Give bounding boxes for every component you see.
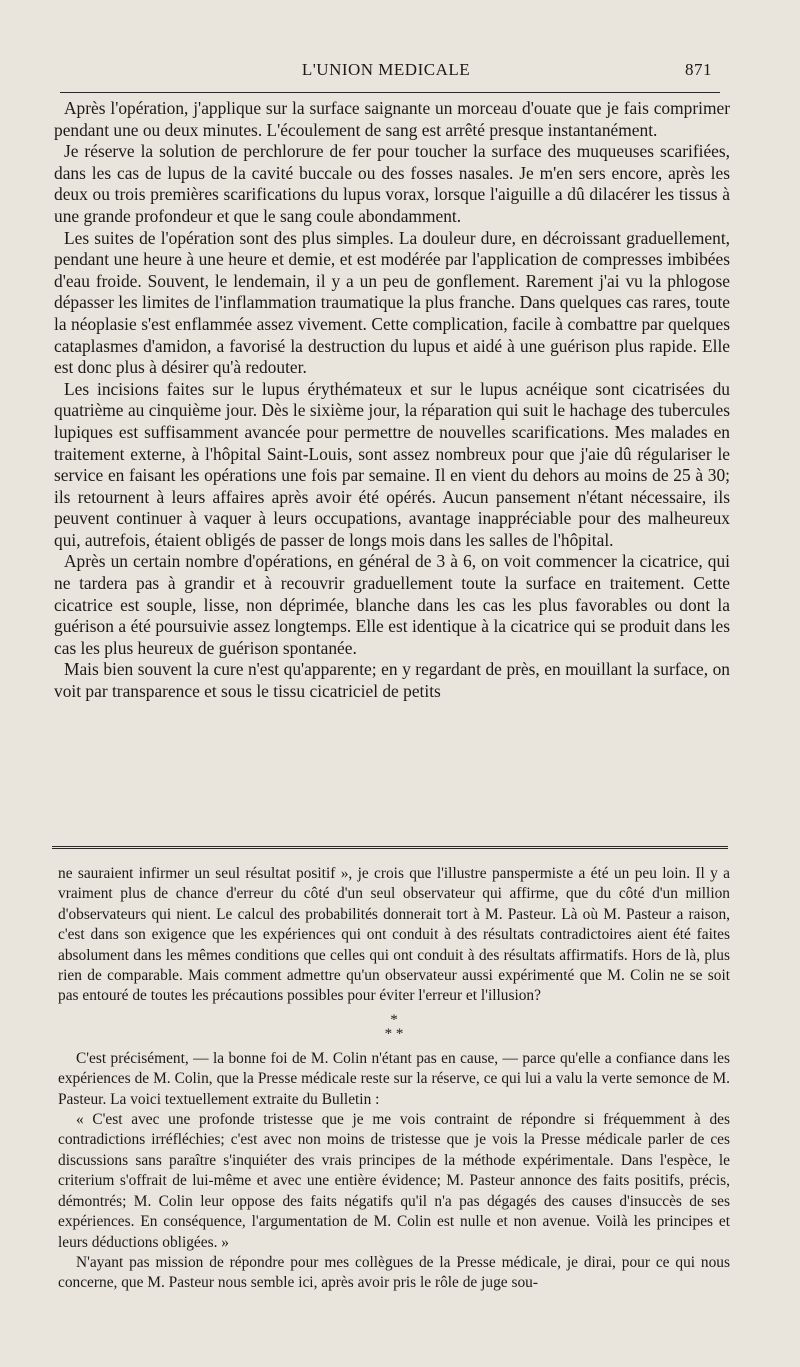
footnote-paragraph: C'est précisément, — la bonne foi de M. Colin n'étant pas en cause, — parce qu'elle a confiance dans les expériences de M. Colin, que la Presse médicale reste sur la réserve, ce qui lui a valu la verte semonce de M. Pasteur. La voici textuellement extraite du Bulletin : xyxy=(58,1049,730,1108)
footnote-divider xyxy=(52,846,728,851)
running-title: L'UNION MEDICALE xyxy=(301,60,471,79)
page-number: 871 xyxy=(685,60,712,79)
paragraph: Après un certain nombre d'opérations, en général de 3 à 6, on voit commencer la cicatrice, qui ne tardera pas à grandir et à recouvrir graduellement toute la surface en traitement. Cette cicatrice est souple, lisse, non déprimée, blanche dans les cas les plus favorables ou dont la guérison a été poursuivie assez longtemps. Elle est identique à la cicatrice qui se produit dans les cas les plus heureux de guérison spontanée. xyxy=(54,551,730,658)
footnote-paragraph: ne sauraient infirmer un seul résultat positif », je crois que l'illustre panspermiste a été un peu loin. Il y a vraiment plus de chance d'erreur du côté d'un seul observateur qui affirme, que du côté d'un million d'observateurs qui nient. Le calcul des probabilités donnerait tort à M. Pasteur. Là où M. Pasteur a raison, c'est dans son exigence que les expériences qui ont conduit à des résultats contradictoires aient été faites absolument dans les mêmes conditions que celles qui ont conduit à des résultats affirmatifs. Hors de là, plus rien de comparable. Mais comment admettre qu'un observateur aussi expérimenté que M. Colin ne se soit pas entouré de toutes les précautions possibles pour éviter l'erreur et l'illusion? xyxy=(58,865,730,1005)
asterism-top: * xyxy=(390,1011,398,1028)
footnote-paragraph: N'ayant pas mission de répondre pour mes collègues de la Presse médicale, je dirai, pour ce qui nous concerne, que M. Pasteur nous semble ici, après avoir pris le rôle de juge sou- xyxy=(58,1253,730,1292)
footnote-paragraph: « C'est avec une profonde tristesse que je me vois contraint de répondre si fréquemment à des contradictions irréfléchies; c'est avec non moins de tristesse que je vois la Presse médicale parler de ces discussions sans paraître s'inquiéter des vrais principes de la méthode expérimentale. Dans l'espèce, le criterium s'offrait de lui-même et avec une entière évidence; M. Pasteur annonce des faits positifs, précis, démontrés; M. Colin leur oppose des faits négatifs qu'il n'a pas dégagés des causes d'insuccès de ses expériences. En conséquence, l'argumentation de M. Colin est nulle et non avenue. Voilà les principes et leurs déductions obligées. » xyxy=(58,1111,730,1251)
main-body-text xyxy=(54,98,730,703)
asterism-bottom: * * xyxy=(384,1025,404,1042)
paragraph: Mais bien souvent la cure n'est qu'apparente; en y regardant de près, en mouillant la surface, on voit par transparence et sous le tissu cicatriciel de petits xyxy=(54,659,730,702)
paragraph: Après l'opération, j'applique sur la surface saignante un morceau d'ouate que je fais comprimer pendant une ou deux minutes. L'écoulement de sang est arrêté presque instantanément. xyxy=(54,98,730,140)
asterism-separator xyxy=(58,1013,730,1041)
paragraph: Les incisions faites sur le lupus érythémateux et sur le lupus acnéique sont cicatrisées du quatrième au cinquième jour. Dès le sixième jour, la réparation qui suit le hachage des tubercules lupiques est suffisamment avancée pour permettre de nouvelles scarifications. Mes malades en traitement externe, à l'hôpital Saint-Louis, sont assez nombreux pour que j'aie dû régulariser le service en faisant les opérations une fois par semaine. Il en vient du dehors au moins de 25 à 30; ils retournent à leurs affaires après avoir été opérés. Aucun pansement n'étant nécessaire, ils peuvent continuer à vaquer à leurs occupations, avantage inappréciable pour des malheureux qui, autrefois, étaient obligés de passer de longs mois dans les salles de l'hôpital. xyxy=(54,378,730,550)
footnote-column xyxy=(58,864,730,1294)
paragraph: Je réserve la solution de perchlorure de fer pour toucher la surface des muqueuses scarifiées, dans les cas de lupus de la cavité buccale ou des fosses nasales. Je m'en sers encore, après les deux ou trois premières scarifications du lupus vorax, lorsque l'aiguille a dû dilacérer les tissus à une grande profondeur et que le sang coule abondamment. xyxy=(54,141,730,226)
paragraph: Les suites de l'opération sont des plus simples. La douleur dure, en décroissant graduellement, pendant une heure à une heure et demie, et est modérée par l'application de compresses imbibées d'eau froide. Souvent, le lendemain, il y a un peu de gonflement. Rarement j'ai vu la phlogose dépasser les limites de l'inflammation traumatique la plus franche. Dans quelques cas rares, toute la néoplasie s'est enflammée assez vivement. Cette complication, facile à combattre par quelques cataplasmes d'amidon, a favorisé la destruction du lupus et aidé à une guérison plus rapide. Elle est donc plus à désirer qu'à redouter. xyxy=(54,227,730,378)
header-rule xyxy=(60,92,720,93)
running-header xyxy=(60,56,712,84)
